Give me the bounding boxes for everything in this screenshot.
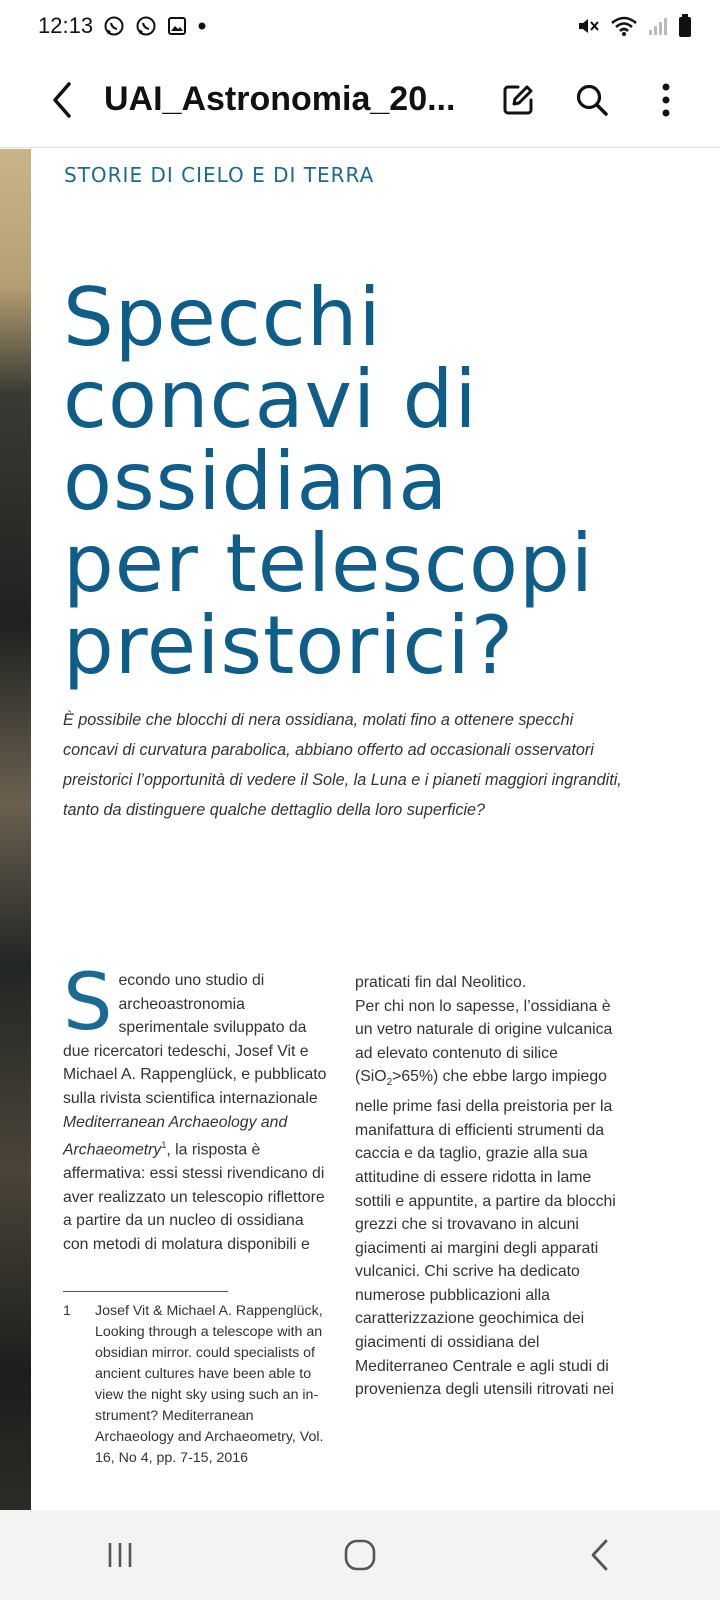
document-viewer[interactable] [0, 149, 720, 1510]
footnote [63, 1301, 333, 1469]
status-right [576, 14, 692, 38]
search-icon [574, 82, 610, 118]
recents-icon [104, 1539, 136, 1571]
back-icon [588, 1538, 612, 1572]
body-paragraph: praticati fin dal Neolitico. [355, 974, 527, 991]
body-column-right [355, 971, 625, 1402]
headline-line: Specchi [63, 271, 382, 364]
drop-cap: S [63, 958, 113, 1048]
back-button[interactable] [34, 72, 90, 128]
wifi-icon [610, 15, 638, 37]
journal-title: Mediterranean Archaeology and Archaeometry [63, 1113, 288, 1159]
chevron-left-icon [47, 80, 77, 120]
section-label: STORIE DI CIELO E DI TERRA [64, 163, 375, 187]
footnote-ref[interactable]: 1 [161, 1140, 167, 1151]
gallery-icon [167, 16, 187, 36]
home-button[interactable] [320, 1520, 400, 1590]
headline-line: ossidiana [63, 435, 449, 528]
article-lede: È possibile che blocchi di nera ossidiana, molati fino a ottenere specchi concavi di curvatura parabolica, abbiano offerto ad occasionali osservatori preistorici l’opportunità di vedere il Sole, la Luna e i pianeti maggiori ingranditi, tanto da distinguere qualche dettaglio della loro superficie? [63, 711, 622, 819]
home-icon [343, 1538, 377, 1572]
more-options-button[interactable] [642, 76, 690, 124]
body-paragraph [355, 995, 625, 1402]
search-button[interactable] [568, 76, 616, 124]
body-column-left [63, 958, 333, 1256]
edit-button[interactable] [494, 76, 542, 124]
photo-strip [0, 149, 31, 1510]
navigation-bar [0, 1510, 720, 1600]
dot-icon [197, 21, 207, 31]
signal-icon [648, 15, 668, 37]
body-text: Per chi non lo sapesse, l’ossidiana è un vetro naturale di origine vulcanica ad elevato contenuto di silice (SiO [355, 997, 613, 1086]
whatsapp-icon [135, 15, 157, 37]
article-headline [63, 271, 703, 692]
footnote-number: 1 [63, 1303, 71, 1319]
footnote-text: Josef Vit & Michael A. Rappenglück, Looking through a telescope with an obsidian mirror. could specialists of ancient cultures have been able to view the night sky using such an in-strument? Mediterranean Archaeology and Archaeometry, Vol. 16, No 4, pp. 7-15, 2016 [95, 1303, 324, 1466]
body-text: , la risposta è affermativa: essi stessi rivendicano di aver realizzato un telescopio riflettore a partire da un nucleo di ossidiana con metodi di molatura disponibili e [63, 1141, 325, 1253]
footnote-divider [63, 1291, 228, 1292]
status-bar [0, 0, 720, 52]
headline-line: concavi di [63, 353, 478, 446]
pdf-page [31, 149, 720, 1510]
battery-icon [678, 14, 692, 38]
more-vert-icon [661, 82, 671, 118]
headline-line: preistorici? [63, 599, 515, 692]
app-actions [494, 76, 690, 124]
mute-vibrate-icon [576, 15, 600, 37]
headline-line: per telescopi [63, 517, 594, 610]
body-text: >65%) che ebbe largo impiego nelle prime fasi della preistoria per la manifattura di efficienti strumenti da caccia e da taglio, grazie alla sua attitudine di essere ridotta in lame sottili e appuntite, a partire da blocchi grezzi che si trovavano in alcuni giacimenti ai margini degli apparati vulcanici. Chi scrive ha dedicato numerose pubblicazioni alla caratterizzazione geochimica dei giacimenti di ossidiana del Mediterraneo Centrale e agli studi di provenienza degli utensili ritrovati nei [355, 1068, 616, 1399]
body-paragraph [63, 958, 333, 1256]
clock: 12:13 [38, 13, 94, 38]
status-left [38, 13, 207, 39]
recents-button[interactable] [80, 1520, 160, 1590]
body-text: econdo uno studio di archeoastronomia sperimentale sviluppato da due ricercatori tedeschi, Josef Vit e Michael A. Rappenglück, e pubblicato sulla rivista scientifica internazionale [63, 972, 327, 1107]
edit-icon [500, 82, 536, 118]
document-title: UAI_Astronomia_20... [104, 80, 456, 118]
app-bar [0, 52, 720, 148]
whatsapp-icon [103, 15, 125, 37]
subscript: 2 [386, 1077, 393, 1089]
nav-back-button[interactable] [560, 1520, 640, 1590]
